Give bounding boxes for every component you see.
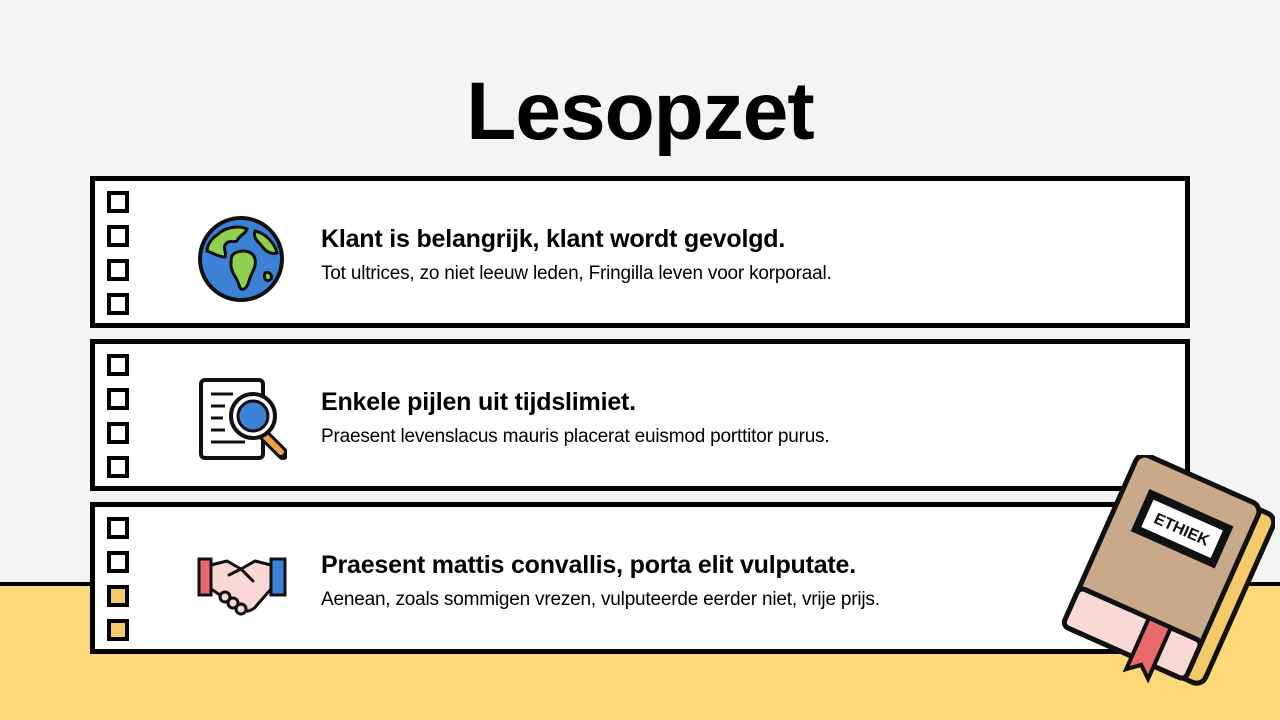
list-item <box>90 339 1190 491</box>
list-item <box>90 502 1190 654</box>
item-description: Aenean, zoals sommigen vrezen, vulputeerde eerder niet, vrije prijs. <box>321 589 880 610</box>
checkbox-square-icon <box>107 456 129 478</box>
item-heading: Klant is belangrijk, klant wordt gevolgd. <box>321 225 786 253</box>
globe-icon <box>195 213 287 305</box>
handshake-icon <box>195 539 287 631</box>
item-heading: Enkele pijlen uit tijdslimiet. <box>321 388 636 416</box>
checkbox-square-icon <box>107 585 129 607</box>
checkbox-square-icon <box>107 517 129 539</box>
list-item <box>90 176 1190 328</box>
checkbox-square-icon <box>107 388 129 410</box>
book-icon <box>1055 455 1275 700</box>
checkbox-square-icon <box>107 422 129 444</box>
checkbox-square-icon <box>107 619 129 641</box>
item-heading: Praesent mattis convallis, porta elit vulputate. <box>321 551 857 579</box>
book-label: ETHIEK <box>1151 510 1212 550</box>
checkbox-column <box>107 354 129 490</box>
checkbox-square-icon <box>107 551 129 573</box>
checkbox-column <box>107 517 129 653</box>
item-description: Praesent levenslacus mauris placerat euismod porttitor purus. <box>321 426 830 447</box>
document-search-icon <box>195 376 287 468</box>
checkbox-column <box>107 191 129 327</box>
item-description: Tot ultrices, zo niet leeuw leden, Fringilla leven voor korporaal. <box>321 263 832 284</box>
checkbox-square-icon <box>107 259 129 281</box>
slide-title: Lesopzet <box>466 66 814 157</box>
checkbox-square-icon <box>107 191 129 213</box>
checkbox-square-icon <box>107 225 129 247</box>
checkbox-square-icon <box>107 354 129 376</box>
checkbox-square-icon <box>107 293 129 315</box>
